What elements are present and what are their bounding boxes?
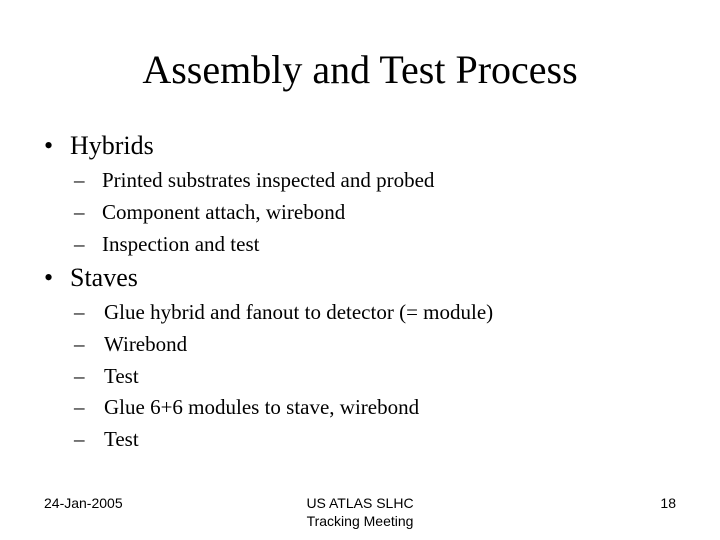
sub-item-text: Inspection and test [102, 232, 260, 256]
footer-event-line2: Tracking Meeting [306, 513, 414, 529]
bullet-staves [44, 262, 138, 294]
footer-date: 24-Jan-2005 [44, 495, 123, 511]
sub-item-text: Wirebond [104, 332, 188, 356]
sub-item-text: Glue 6+6 modules to stave, wirebond [104, 395, 420, 419]
sub-item-text: Glue hybrid and fanout to detector (= module) [104, 300, 494, 324]
dash-glyph: – [74, 232, 85, 256]
bullet-dot: • [44, 131, 54, 160]
dash-glyph: – [74, 300, 85, 324]
dash-glyph: – [74, 395, 85, 419]
bullet-dot: • [44, 263, 54, 292]
bullet-label: Hybrids [70, 131, 154, 160]
bullet-label: Staves [70, 263, 138, 292]
sub-item-text: Test [104, 364, 139, 388]
footer-event [240, 494, 480, 530]
sub-item-text: Printed substrates inspected and probed [102, 168, 435, 192]
sub-item-text: Component attach, wirebond [102, 200, 346, 224]
sub-item-text: Test [104, 427, 139, 451]
dash-glyph: – [74, 168, 85, 192]
slide-title: Assembly and Test Process [142, 47, 578, 92]
dash-glyph: – [74, 200, 85, 224]
footer-page-number: 18 [660, 495, 676, 511]
bullet-hybrids [44, 130, 154, 162]
dash-glyph: – [74, 427, 85, 451]
dash-glyph: – [74, 332, 85, 356]
footer-event-line1: US ATLAS SLHC [306, 495, 414, 511]
dash-glyph: – [74, 364, 85, 388]
